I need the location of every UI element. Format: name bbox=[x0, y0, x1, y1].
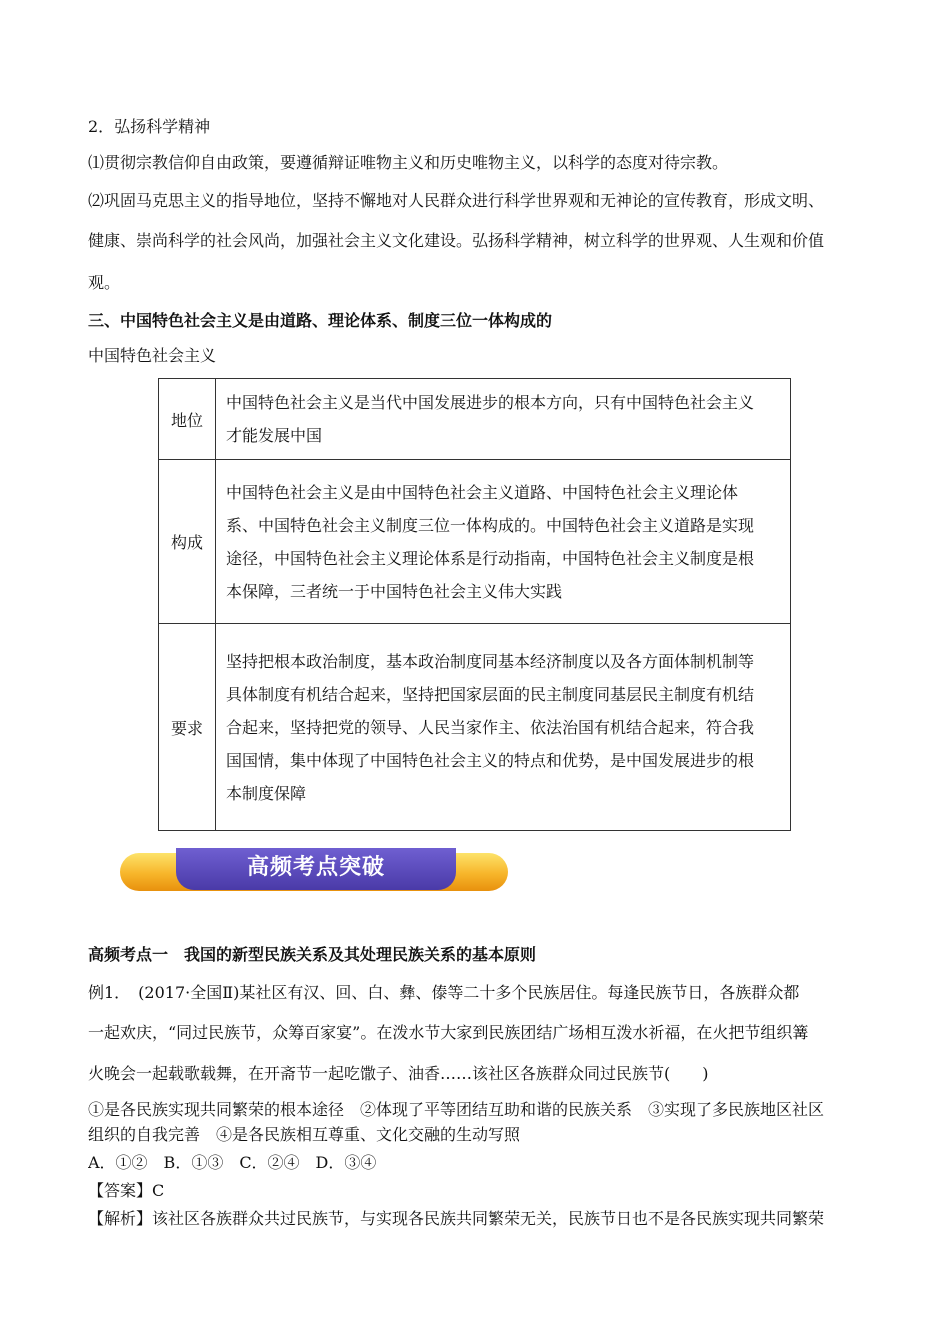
question-line-3: 火晚会一起载歌载舞，在开斋节一起吃馓子、油香……该社区各族群众同过民族节( ) bbox=[88, 1064, 709, 1083]
content-line: 具体制度有机结合起来，坚持把国家层面的民主制度同基层民主制度有机结 bbox=[226, 684, 755, 704]
content-line: 途径，中国特色社会主义理论体系是行动指南，中国特色社会主义制度是根 bbox=[226, 548, 755, 568]
row-content bbox=[216, 460, 791, 624]
section3-subheading: 中国特色社会主义 bbox=[88, 346, 217, 365]
content-line: 本制度保障 bbox=[226, 783, 307, 803]
content-line: 本保障，三者统一于中国特色社会主义伟大实践 bbox=[226, 581, 563, 601]
content-line: 才能发展中国 bbox=[226, 426, 323, 445]
section3-heading: 三、中国特色社会主义是由道路、理论体系、制度三位一体构成的 bbox=[88, 311, 553, 330]
content-line: 坚持把根本政治制度，基本政治制度同基本经济制度以及各方面体制机制等 bbox=[226, 651, 755, 671]
question-line-1: 例1． (2017·全国Ⅱ)某社区有汉、回、白、彝、傣等二十多个民族居住。每逢民族节日，各族群众都 bbox=[88, 983, 800, 1002]
answer-choices: A．①② B．①③ C．②④ D．③④ bbox=[88, 1153, 377, 1172]
content-line: 中国特色社会主义是由中国特色社会主义道路、中国特色社会主义理论体 bbox=[226, 482, 739, 502]
section2-paragraph-2-line-1: ⑵巩固马克思主义的指导地位，坚持不懈地对人民群众进行科学世界观和无神论的宣传教育，形成文明、 bbox=[88, 191, 825, 210]
question-line-2: 一起欢庆，“同过民族节，众筹百家宴”。在泼水节大家到民族团结广场相互泼水祈福，在火把节组织篝 bbox=[88, 1023, 809, 1042]
options-line-2: 组织的自我完善 ④是各民族相互尊重、文化交融的生动写照 bbox=[88, 1125, 521, 1144]
section2-paragraph-1: ⑴贯彻宗教信仰自由政策，要遵循辩证唯物主义和历史唯物主义，以科学的态度对待宗教。 bbox=[88, 153, 729, 172]
row-label: 地位 bbox=[159, 379, 216, 460]
content-line: 中国特色社会主义是当代中国发展进步的根本方向，只有中国特色社会主义 bbox=[226, 393, 755, 412]
options-line-1: ①是各民族实现共同繁荣的根本途径 ②体现了平等团结互助和谐的民族关系 ③实现了多民族地区社区 bbox=[88, 1100, 825, 1119]
section2-heading: 2．弘扬科学精神 bbox=[88, 117, 211, 136]
content-line: 合起来，坚持把党的领导、人民当家作主、依法治国有机结合起来，符合我 bbox=[226, 717, 755, 737]
row-label: 要求 bbox=[159, 624, 216, 831]
answer: 【答案】C bbox=[88, 1181, 165, 1200]
section2-paragraph-2-line-3: 观。 bbox=[88, 273, 121, 292]
table-row bbox=[159, 379, 791, 460]
banner-title: 高频考点突破 bbox=[176, 848, 456, 890]
section-banner bbox=[120, 848, 508, 896]
content-line: 系、中国特色社会主义制度三位一体构成的。中国特色社会主义道路是实现 bbox=[226, 515, 755, 535]
row-label: 构成 bbox=[159, 460, 216, 624]
kaodian-heading: 高频考点一 我国的新型民族关系及其处理民族关系的基本原则 bbox=[88, 945, 537, 964]
analysis: 【解析】该社区各族群众共过民族节，与实现各民族共同繁荣无关，民族节日也不是各民族实现共同繁荣 bbox=[88, 1209, 825, 1228]
section2-paragraph-2-line-2: 健康、崇尚科学的社会风尚，加强社会主义文化建设。弘扬科学精神，树立科学的世界观、人生观和价值 bbox=[88, 231, 825, 250]
table-row bbox=[159, 624, 791, 831]
row-content bbox=[216, 624, 791, 831]
table-row bbox=[159, 460, 791, 624]
row-content bbox=[216, 379, 791, 460]
socialism-table bbox=[158, 378, 791, 831]
content-line: 国国情，集中体现了中国特色社会主义的特点和优势，是中国发展进步的根 bbox=[226, 750, 755, 770]
